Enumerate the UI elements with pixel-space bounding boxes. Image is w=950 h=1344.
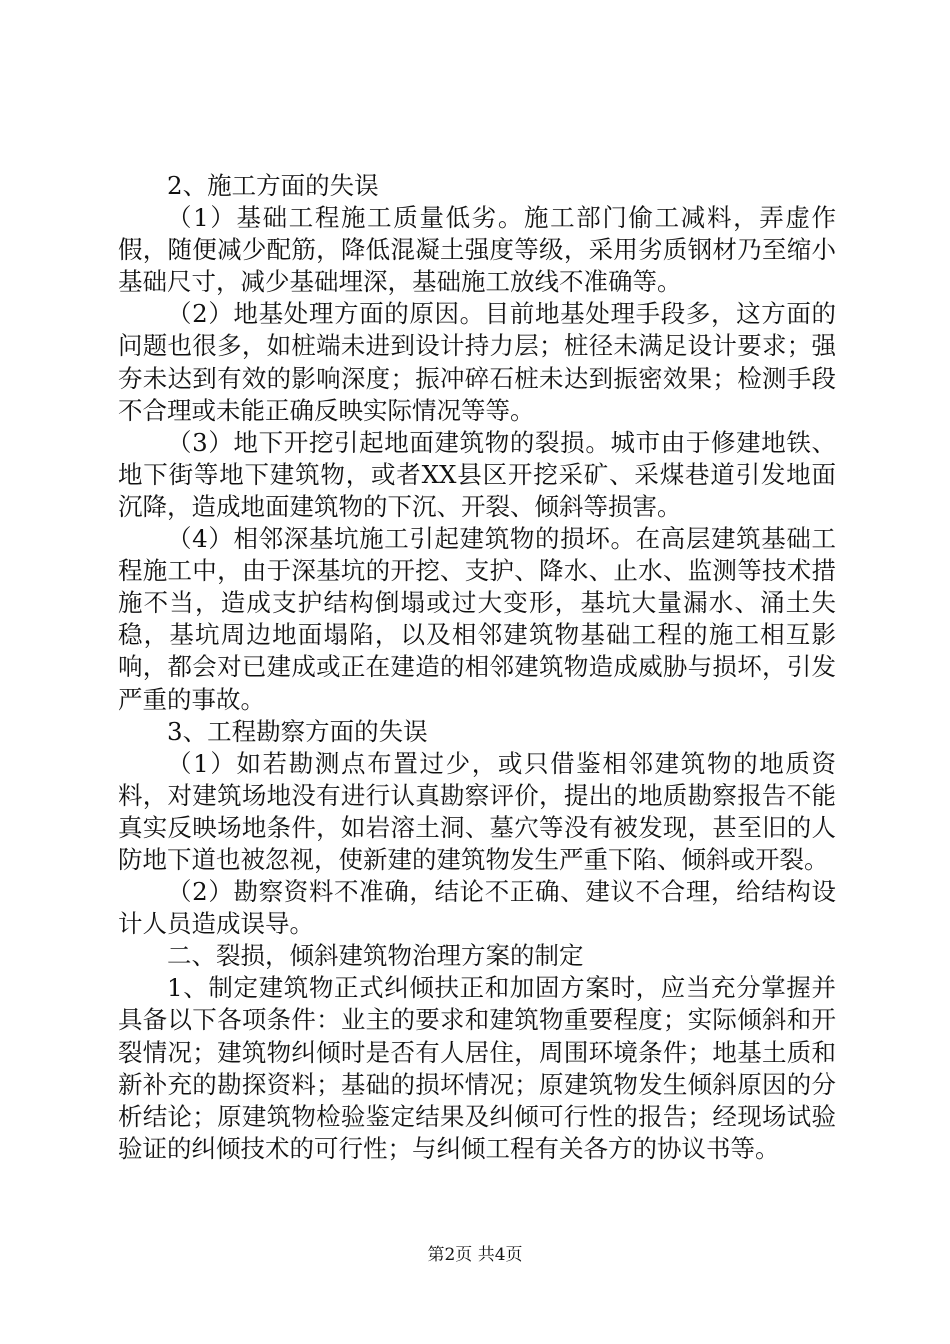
section-heading-treatment-plan: 二、裂损，倾斜建筑物治理方案的制定 [167, 941, 584, 971]
section-heading-survey-errors: 3、工程勘察方面的失误 [167, 716, 428, 746]
paragraph-plan-conditions: 1、制定建筑物正式纠倾扶正和加固方案时，应当充分掌握并具备以下各项条件：业主的要求和建筑物重要程度；实际倾斜和开裂情况；建筑物纠倾时是否有人居住，周围环境条件；地基土质和新补充的勘探资料；基础的损坏情况；原建筑物发生倾斜原因的分析结论；原建筑物检验鉴定结果及纠倾可行性的报告；经现场试验验证的纠倾技术的可行性；与纠倾工程有关各方的协议书等。 [118, 973, 836, 1163]
paragraph-survey-points: （1）如若勘测点布置过少，或只借鉴相邻建筑物的地质资料，对建筑场地没有进行认真勘察评价，提出的地质勘察报告不能真实反映场地条件，如岩溶土洞、墓穴等没有被发现，甚至旧的人防地下道也被忽视，使新建的建筑物发生严重下陷、倾斜或开裂。 [118, 748, 836, 874]
paragraph-ground-treatment: （2）地基处理方面的原因。目前地基处理手段多，这方面的问题也很多，如桩端未进到设计持力层；桩径未满足设计要求；强夯未达到有效的影响深度；振冲碎石桩未达到振密效果；检测手段不合理或未能正确反映实际情况等等。 [118, 299, 836, 425]
paragraph-survey-data: （2）勘察资料不准确，结论不正确、建议不合理，给结构设计人员造成误导。 [118, 877, 836, 939]
section-heading-construction-errors: 2、施工方面的失误 [167, 171, 379, 200]
page-number-footer: 第2页 共4页 [427, 1245, 523, 1265]
paragraph-deep-pit-construction: （4）相邻深基坑施工引起建筑物的损坏。在高层建筑基础工程施工中，由于深基坑的开挖、支护、降水、止水、监测等技术措施不当，造成支护结构倒塌或过大变形，基坑大量漏水、涌土失稳，基坑周边地面塌陷，以及相邻建筑物基础工程的施工相互影响，都会对已建成或正在建造的相邻建筑物造成威胁与损坏，引发严重的事故。 [118, 524, 836, 714]
document-body [118, 170, 836, 1165]
paragraph-underground-excavation: （3）地下开挖引起地面建筑物的裂损。城市由于修建地铁、地下街等地下建筑物，或者XX县区开挖采矿、采煤巷道引发地面沉降，造成地面建筑物的下沉、开裂、倾斜等损害。 [118, 427, 836, 521]
paragraph-foundation-quality: （1）基础工程施工质量低劣。施工部门偷工减料，弄虚作假，随便减少配筋，降低混凝土强度等级，采用劣质钢材乃至缩小基础尺寸，减少基础埋深，基础施工放线不准确等。 [118, 203, 836, 297]
